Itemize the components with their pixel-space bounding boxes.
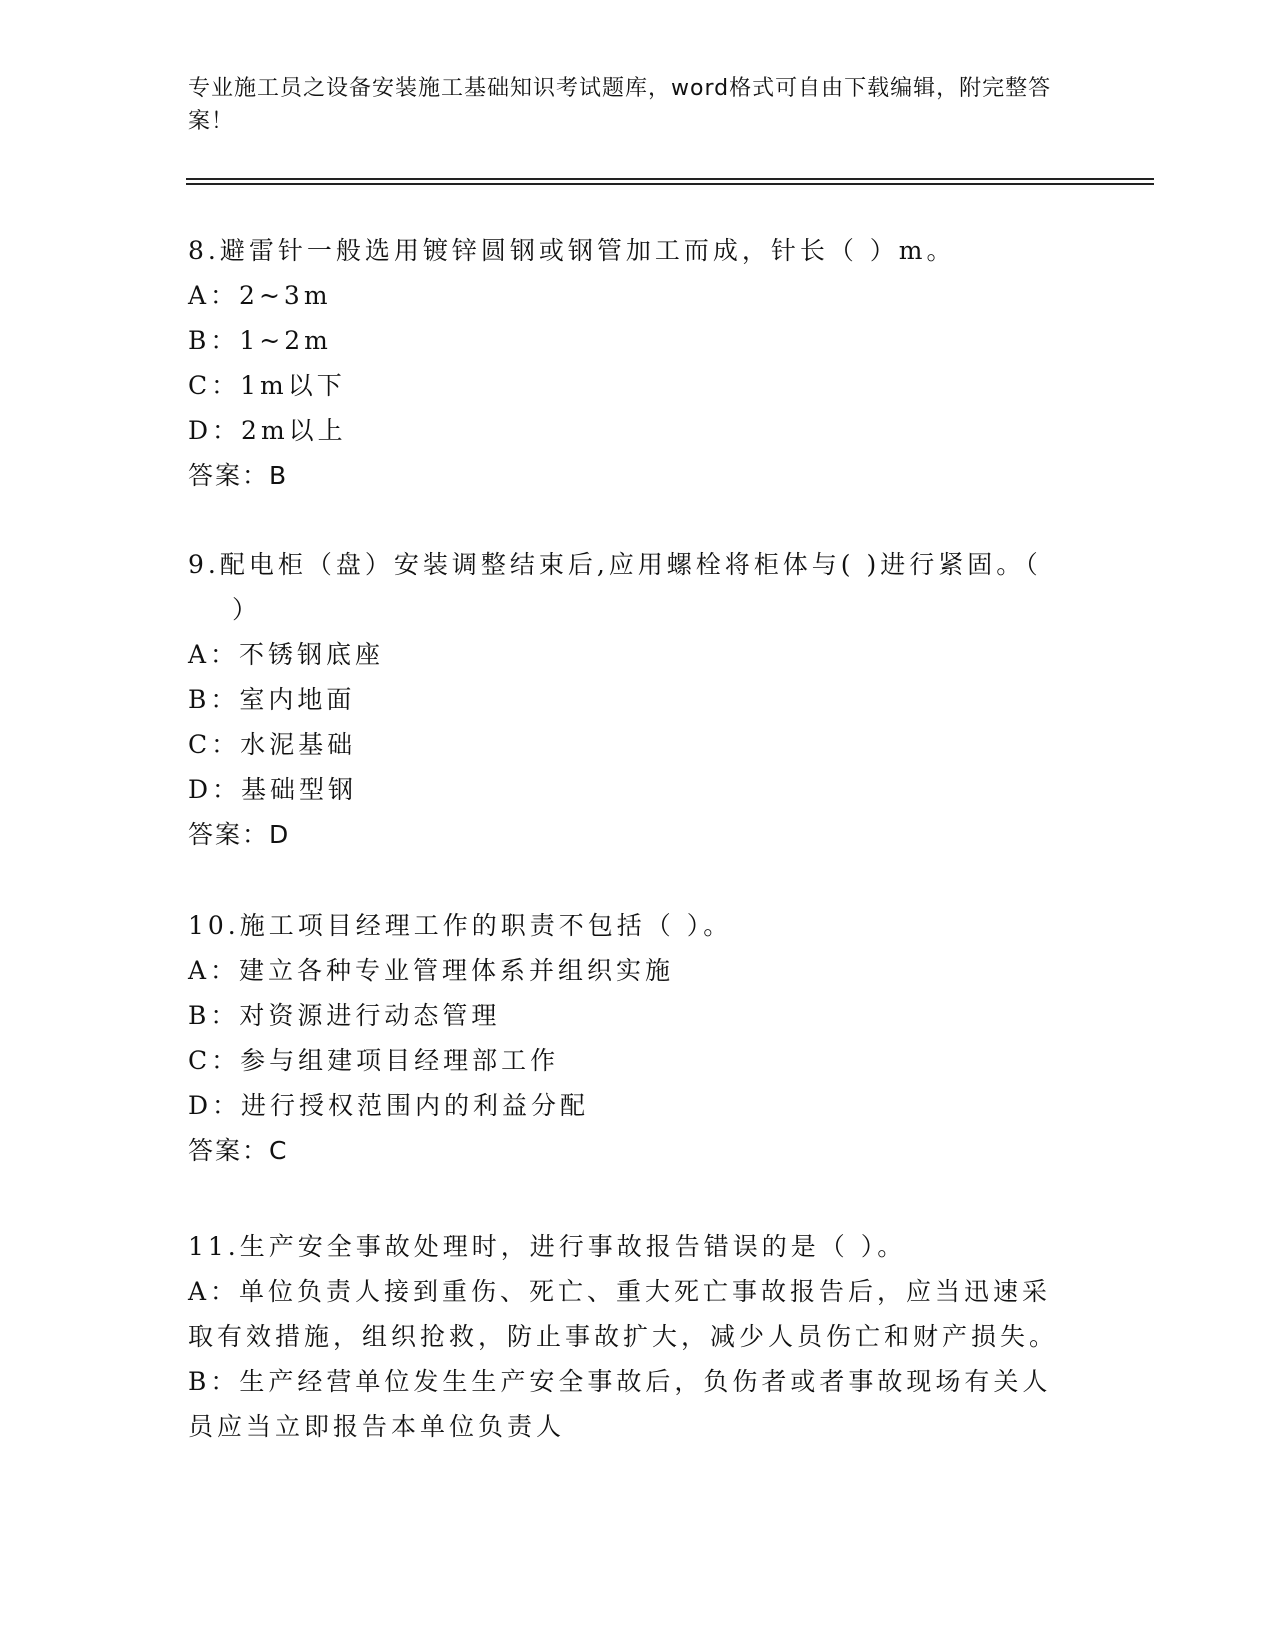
option-d: D：基础型钢 bbox=[188, 775, 358, 804]
question-stem: 8.避雷针一般选用镀锌圆钢或钢管加工而成，针长（ ）m。 bbox=[188, 236, 956, 265]
answer-label: 答案：D bbox=[188, 820, 291, 849]
answer-label: 答案：B bbox=[188, 461, 289, 490]
option-b: B：室内地面 bbox=[188, 685, 356, 714]
option-a: A：单位负责人接到重伤、死亡、重大死亡事故报告后，应当迅速采取有效措施，组织抢救，防止事故扩大，减少人员伤亡和财产损失。 bbox=[188, 1277, 1059, 1351]
document-header: 专业施工员之设备安装施工基础知识考试题库，word格式可自由下载编辑，附完整答案！ bbox=[188, 76, 1052, 134]
option-c: C：水泥基础 bbox=[188, 730, 357, 759]
option-a: A：2~3m bbox=[188, 281, 332, 310]
option-b: B：对资源进行动态管理 bbox=[188, 1001, 501, 1030]
option-a: A：建立各种专业管理体系并组织实施 bbox=[188, 956, 675, 985]
header-rule-bottom bbox=[186, 183, 1154, 185]
question-stem-continued: ） bbox=[232, 595, 262, 624]
question-10 bbox=[188, 903, 1088, 1173]
question-stem: 10.施工项目经理工作的职责不包括（ ）。 bbox=[188, 911, 733, 940]
option-d: D：2m以上 bbox=[188, 416, 347, 445]
option-b: B：1~2m bbox=[188, 326, 332, 355]
answer-label: 答案：C bbox=[188, 1136, 289, 1165]
question-8 bbox=[188, 228, 1088, 498]
question-stem: 11.生产安全事故处理时，进行事故报告错误的是（ ）。 bbox=[188, 1232, 907, 1261]
option-a: A：不锈钢底座 bbox=[188, 640, 385, 669]
question-stem: 9.配电柜（盘）安装调整结束后,应用螺栓将柜体与( )进行紧固。（ bbox=[188, 550, 1042, 579]
header-rule-top bbox=[186, 178, 1154, 180]
option-c: C：参与组建项目经理部工作 bbox=[188, 1046, 560, 1075]
option-b: B：生产经营单位发生生产安全事故后，负伤者或者事故现场有关人员应当立即报告本单位负责人 bbox=[188, 1367, 1052, 1441]
option-d: D：进行授权范围内的利益分配 bbox=[188, 1091, 590, 1120]
option-c: C：1m以下 bbox=[188, 371, 346, 400]
question-11 bbox=[188, 1224, 1088, 1449]
question-9 bbox=[188, 542, 1088, 857]
